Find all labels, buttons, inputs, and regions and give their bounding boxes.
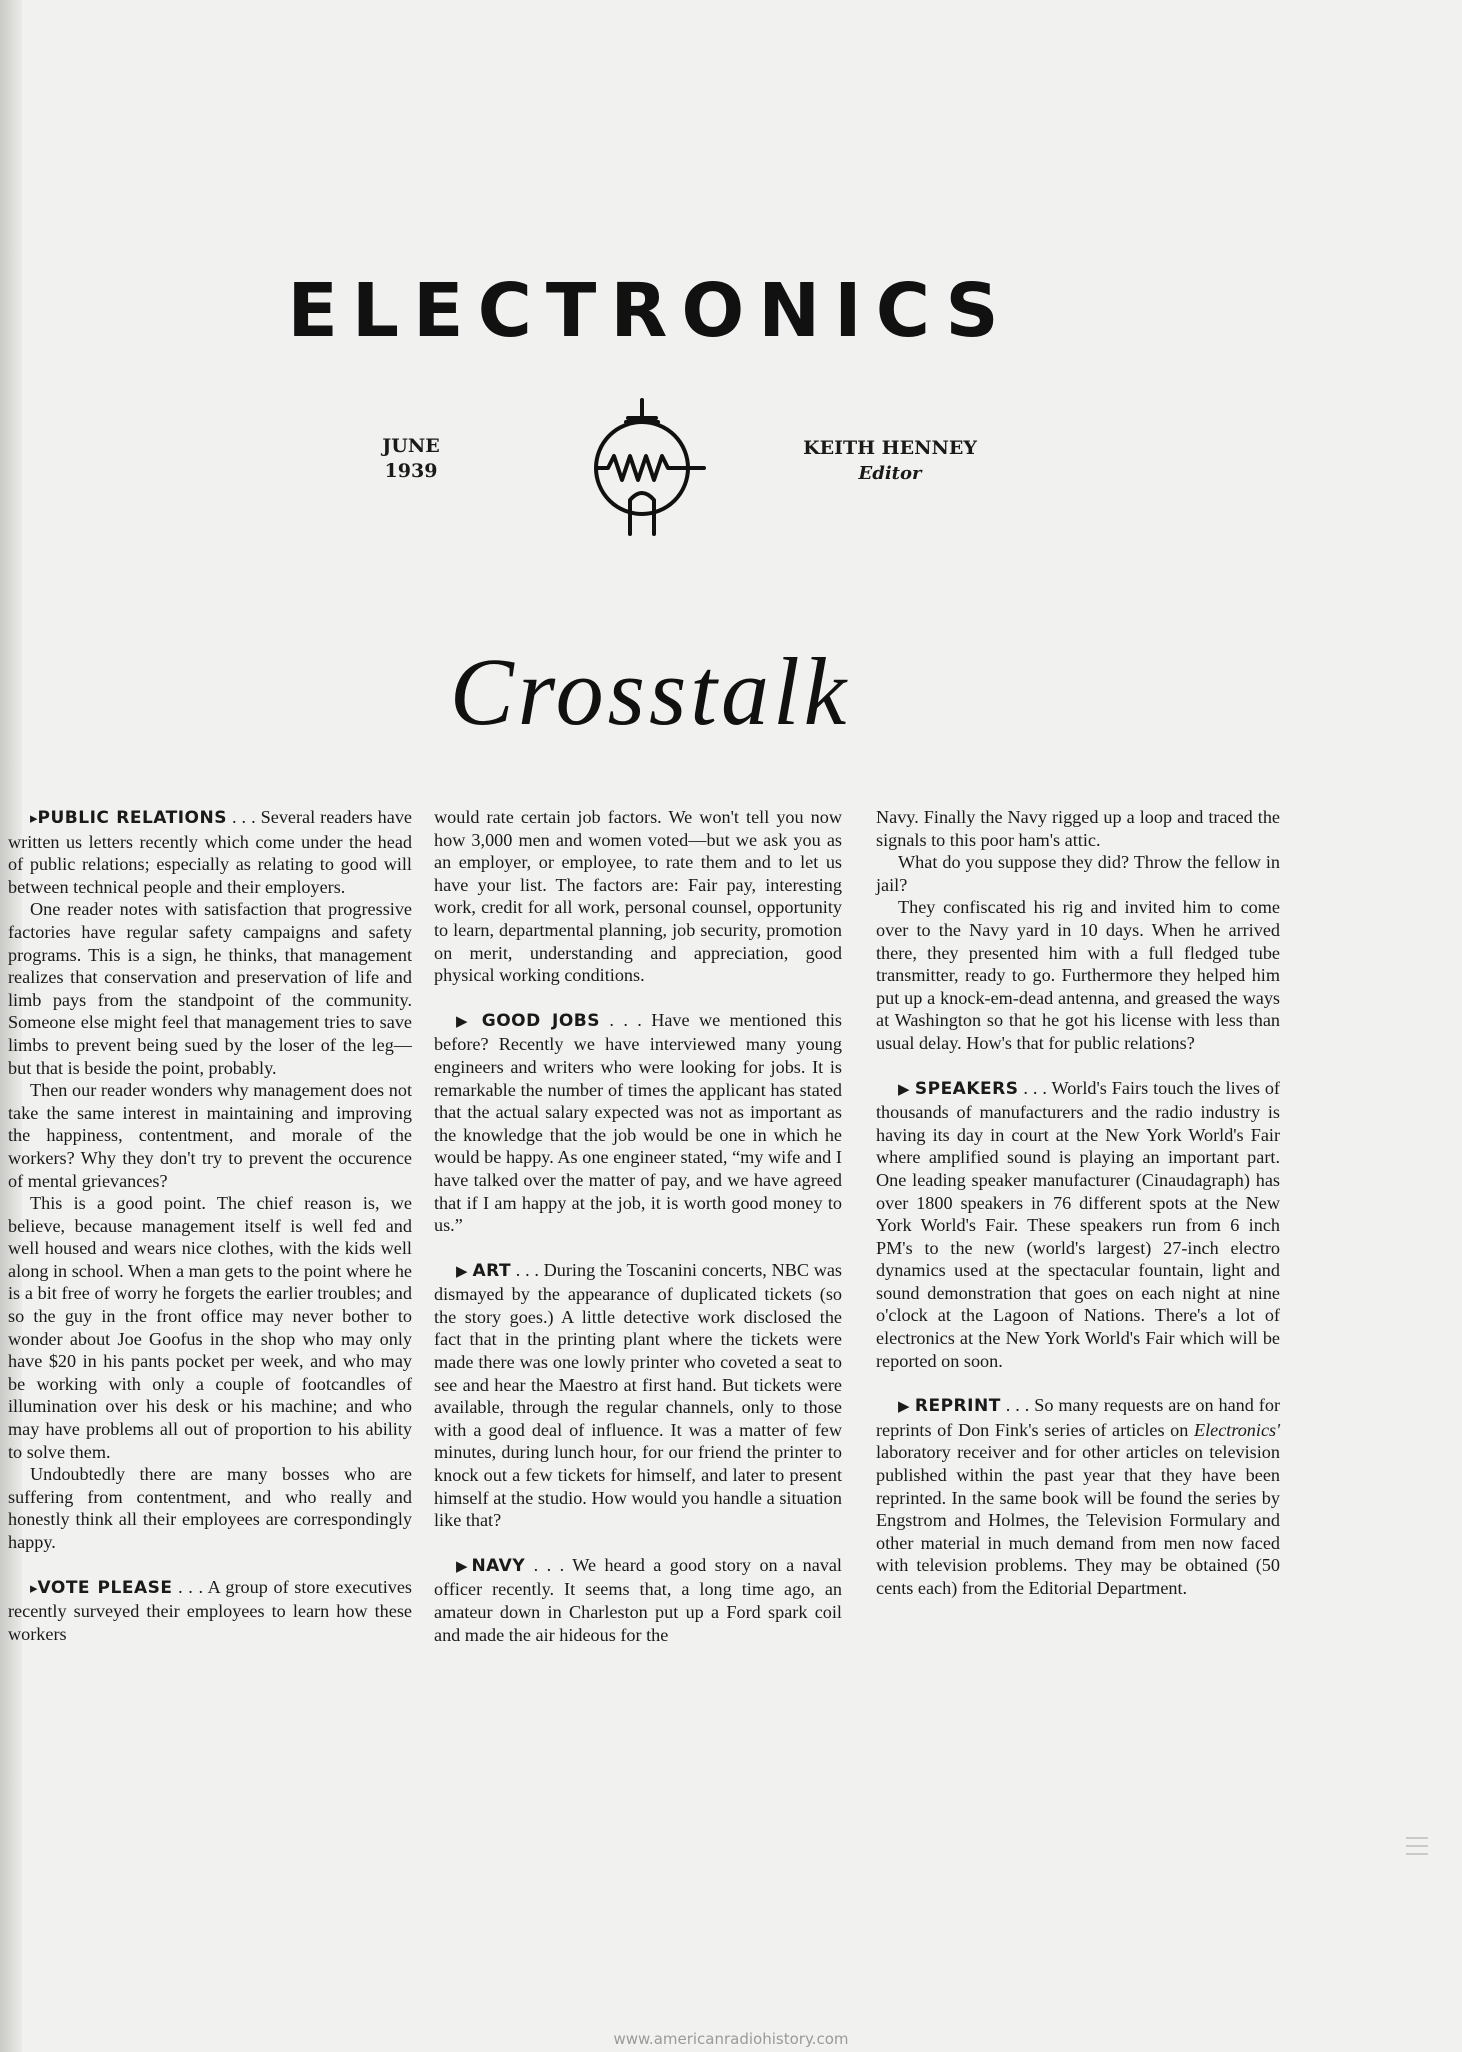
paragraph <box>8 806 412 898</box>
subhead-reprint: REPRINT <box>914 1396 1001 1417</box>
paragraph: One reader notes with satisfaction that progressive factories have regular safety campaigns and safety programs. This is a sign, he thinks, that management realizes that conservation and preservation of life and limb pays from the standpoint of the community. Someone else might feel that management tries to save limbs to prevent being sued by the loser of the leg—but that is beside the point, probably. <box>8 899 412 1078</box>
paragraph <box>876 1077 1280 1373</box>
triangle-bullet-icon: ▶ <box>456 1013 473 1030</box>
subhead-art: ART <box>472 1260 512 1281</box>
paragraph: would rate certain job factors. We won't tell you now how 3,000 men and women voted—but we ask you as an employer, or employee, to rate them and to let us have your list. The factors are: Fair pay, interesting work, credit for all work, personal counsel, opportunity to learn, departmental planning, job security, promotion on merit, understanding and appreciation, good physical working conditions. <box>434 807 842 986</box>
article-column-1 <box>0 806 412 1645</box>
paragraph-text: . . . A group of store executives recently surveyed their employees to learn how these workers <box>8 1576 412 1644</box>
paragraph-text: . . . Several readers have written us letters recently which come under the head of public relations; especially as relating to good will between technical people and their employers. <box>8 807 412 897</box>
triangle-bullet-icon: ▶ <box>456 1558 472 1575</box>
triangle-bullet-icon: ▶ <box>456 1263 468 1280</box>
triangle-bullet-icon: ▸ <box>30 1580 38 1597</box>
paragraph: Navy. Finally the Navy rigged up a loop and traced the signals to this poor ham's attic. <box>876 807 1280 850</box>
paragraph-text: . . . We heard a good story on a naval officer recently. It seems that, a long time ago, an amateur down in Charleston put up a Ford spark coil and made the air hideous for the <box>434 1554 842 1645</box>
subhead-good-jobs: GOOD JOBS <box>481 1010 600 1031</box>
margin-marks-icon <box>1404 1834 1430 1858</box>
subhead-navy: NAVY <box>471 1555 526 1576</box>
subhead-speakers: SPEAKERS <box>914 1078 1019 1099</box>
paragraph <box>876 1394 1280 1599</box>
subhead-vote-please: VOTE PLEASE <box>37 1577 173 1598</box>
paragraph <box>434 1259 842 1532</box>
issue-month: JUNE <box>382 435 440 457</box>
paragraph: They confiscated his rig and invited him to come over to the Navy yard in 10 days. When he arrived there, they presented him with a full fledged tube transmitter, ready to go. Furthermore they helped him put up a knock-em-dead antenna, and greased the ways at Washington so that he got his license with less than usual delay. How's that for public relations? <box>876 897 1280 1053</box>
paragraph <box>434 1009 842 1237</box>
paragraph: Undoubtedly there are many bosses who are suffering from contentment, and who really and honestly think all their employees are correspondingly happy. <box>8 1464 412 1552</box>
source-watermark: www.americanradiohistory.com <box>613 2030 849 2048</box>
paragraph <box>434 1554 842 1646</box>
issue-date <box>376 434 446 484</box>
paragraph-text: . . . During the Toscanini concerts, NBC was dismayed by the appearance of duplicated tickets (so the story goes.) A little detective work disclosed the fact that in the printing plant where the tickets were made there was one lowly printer who coveted a seat to see and hear the Maestro at first hand. But tickets were available, through the regular channels, only to those with a good deal of influence. It was a matter of few minutes, during lunch hour, for our friend the printer to knock out a few tickets for himself, and later to present himself at the studio. How would you handle a situation like that? <box>434 1259 842 1531</box>
masthead-title: ELECTRONICS <box>287 268 1013 354</box>
editor-name: KEITH HENNEY <box>803 437 977 459</box>
paragraph-text: . . . Have we mentioned this before? Recently we have interviewed many young engineers and writers who were looking for jobs. It is remarkable the number of times the applicant has stated that the actual salary expected was not as important as the knowledge that the job would be one in which he would be happy. As one engineer stated, “my wife and I have talked over the matter of pay, and we have agreed that if I am happy at the job, it is worth good money to us.” <box>434 1009 842 1236</box>
magazine-tube-logo-icon <box>580 396 710 538</box>
editor-role: Editor <box>858 463 922 484</box>
magazine-name-italic: Electronics' <box>1193 1419 1280 1440</box>
paragraph: Then our reader wonders why management does not take the same interest in maintaining and improving the happiness, contentment, and morale of the workers? Why they don't try to prevent the occurence of mental grievances? <box>8 1080 412 1191</box>
paragraph-text: . . . So many requests are on hand for reprints of Don Fink's series of articles on <box>876 1395 1281 1440</box>
issue-year: 1939 <box>384 460 438 482</box>
paragraph-text: . . . World's Fairs touch the lives of thousands of manufacturers and the radio industry is having its day in court at the New York World's Fair where amplified sound is playing an important part. One leading speaker manufacturer (Cinaudagraph) has over 1800 speakers in 76 different spots at the New York World's Fair. These speakers run from 6 inch PM's to the new (world's largest) 27-inch electro dynamics used at the spectacular fountain, light and sound demonstration that goes on each night at nine o'clock at the Lagoon of Nations. There's a lot of electronics at the New York World's Fair which will be reported on soon. <box>876 1077 1280 1371</box>
paragraph: What do you suppose they did? Throw the fellow in jail? <box>876 852 1280 895</box>
paragraph <box>8 1576 412 1646</box>
editor-credit <box>790 436 990 486</box>
paragraph: This is a good point. The chief reason is, we believe, because management itself is well fed and well housed and wears nice clothes, with the kids well along in school. When a man gets to the point where he is a bit free of worry he forgets the earlier troubles; and so the guy in the front office may never bother to wonder about Joe Goofus in the shop who may only have $20 in his pants pocket per week, and who may be working with only a couple of footcandles of illumination over his desk or his machine; and who may have problems all out of proportion to his ability to solve them. <box>8 1193 412 1462</box>
triangle-bullet-icon: ▶ <box>898 1399 910 1416</box>
subhead-public-relations: PUBLIC RELATIONS <box>37 808 227 828</box>
triangle-bullet-icon: ▸ <box>30 811 38 827</box>
section-title: Crosstalk <box>449 638 851 745</box>
article-column-3 <box>876 806 1280 1600</box>
article-column-2 <box>434 806 842 1646</box>
paragraph-text: laboratory receiver and for other articles on television published within the past year that they have been reprinted. In the same book will be found the series by Engstrom and Holmes, the Television Formulary and other material in much demand from men now faced with television problems. They may be obtained (50 cents each) from the Editorial Department. <box>876 1442 1280 1598</box>
triangle-bullet-icon: ▶ <box>898 1081 910 1098</box>
